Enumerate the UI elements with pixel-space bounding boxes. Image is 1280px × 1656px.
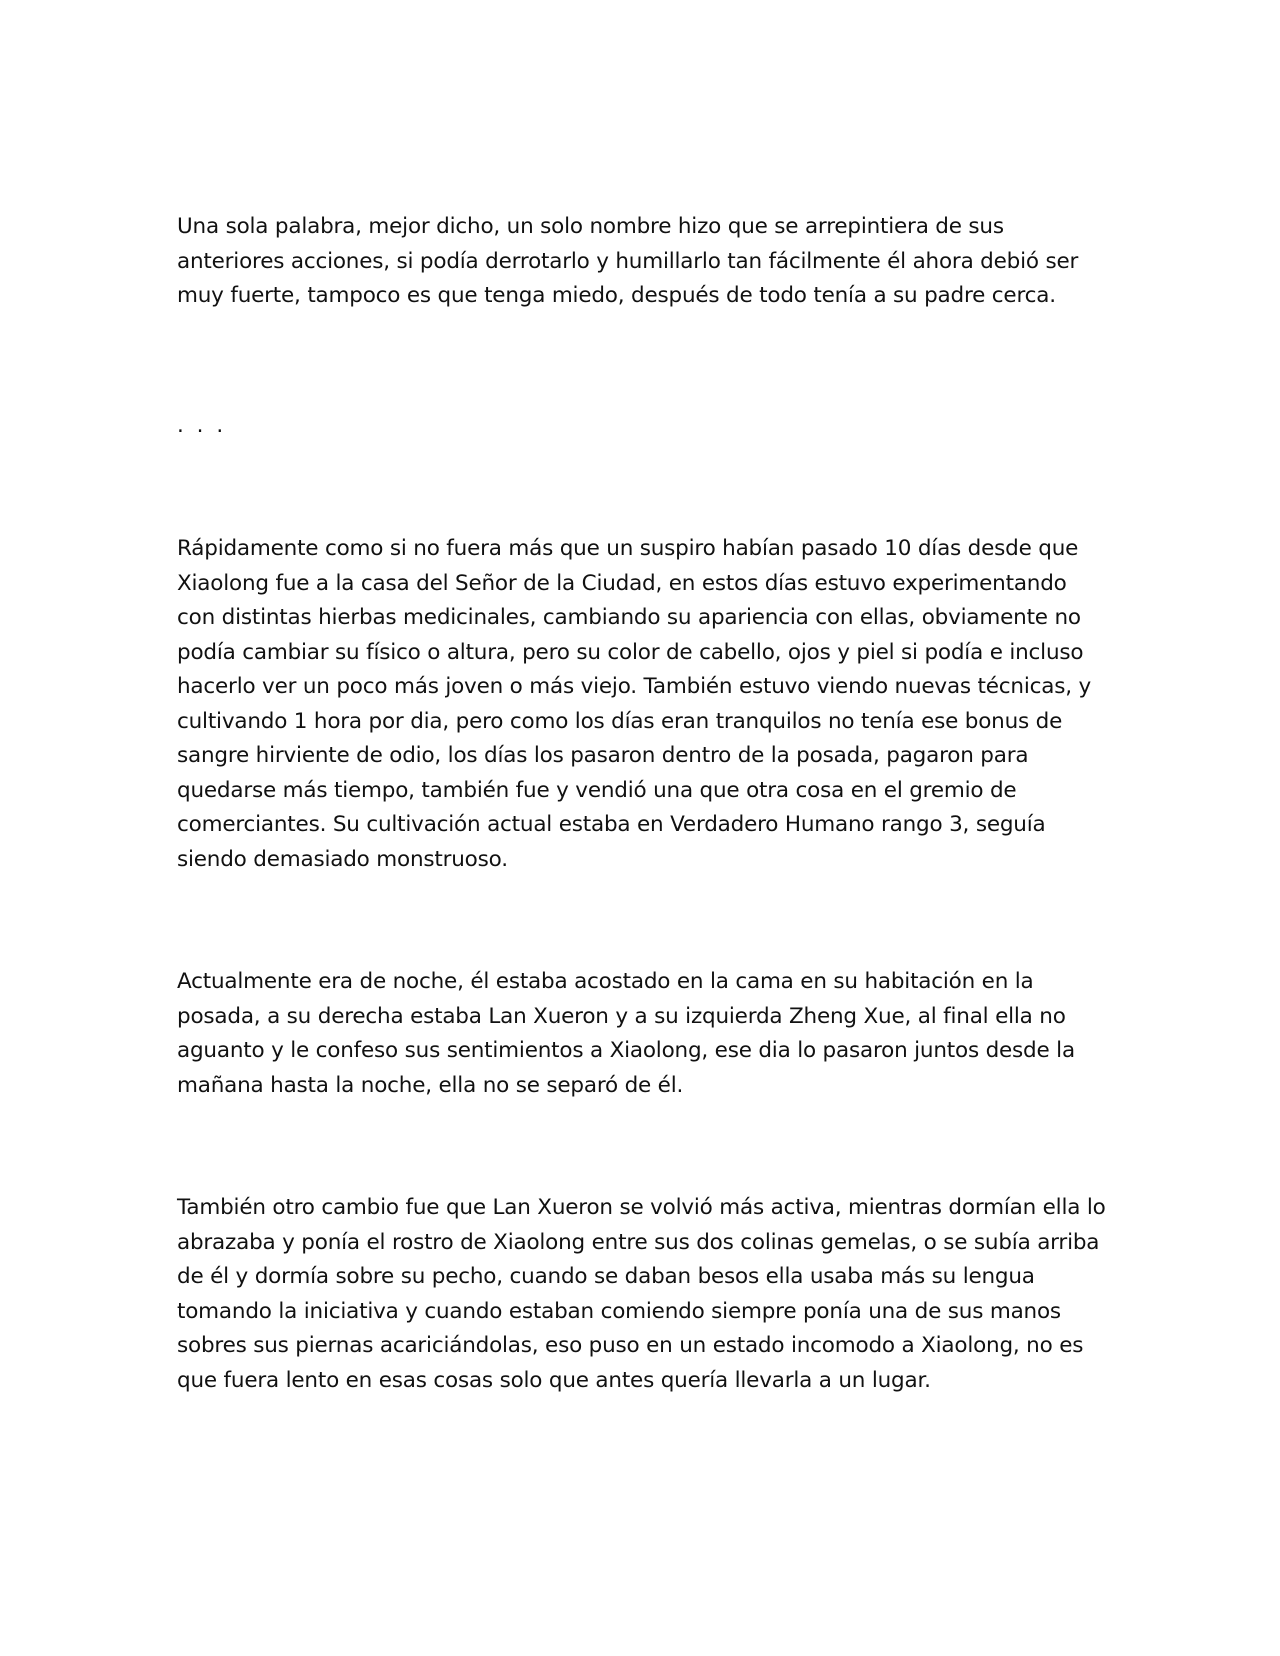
paragraph-line: Una sola palabra, mejor dicho, un solo nombre hizo que se arrepintiera de sus [177,214,1004,239]
scene-separator: . . . [177,413,227,438]
paragraph-line: Rápidamente como si no fuera más que un suspiro habían pasado 10 días desde que [177,536,1079,561]
paragraph-line: cultivando 1 hora por dia, pero como los días eran tranquilos no tenía ese bonus de [177,708,1063,734]
paragraph-line: que fuera lento en esas cosas solo que antes quería llevarla a un lugar. [177,1367,931,1393]
paragraph-line: tomando la iniciativa y cuando estaban comiendo siempre ponía una de sus manos [177,1298,1061,1324]
paragraph-line: de él y dormía sobre su pecho, cuando se daban besos ella usaba más su lengua [177,1264,1035,1289]
paragraph-line: hacerlo ver un poco más joven o más viejo. También estuvo viendo nuevas técnicas, y [177,674,1092,699]
paragraph-line: sobres sus piernas acariciándolas, eso puso en un estado incomodo a Xiaolong, no es [177,1333,1084,1358]
paragraph-line: posada, a su derecha estaba Lan Xueron y a su izquierda Zheng Xue, al final ella no [177,1003,1066,1029]
paragraph-2 [177,532,1117,877]
paragraph-line: abrazaba y ponía el rostro de Xiaolong entre sus dos colinas gemelas, o se subía arriba [177,1229,1100,1255]
paragraph-line: También otro cambio fue que Lan Xueron se volvió más activa, mientras dormían ella lo [177,1195,1106,1220]
paragraph-line: con distintas hierbas medicinales, cambiando su apariencia con ellas, obviamente no [177,605,1081,630]
paragraph-line: sangre hirviente de odio, los días los pasaron dentro de la posada, pagaron para [177,743,1029,768]
paragraph-line: muy fuerte, tampoco es que tenga miedo, después de todo tenía a su padre cerca. [177,283,1056,308]
paragraph-line: quedarse más tiempo, también fue y vendió una que otra cosa en el gremio de [177,777,1017,803]
paragraph-4 [177,1191,1117,1398]
paragraph-line: mañana hasta la noche, ella no se separó de él. [177,1072,684,1098]
paragraph-line: podía cambiar su físico o altura, pero su color de cabello, ojos y piel si podía e incluso [177,639,1084,665]
paragraph-3 [177,965,1117,1103]
paragraph-line: comerciantes. Su cultivación actual estaba en Verdadero Humano rango 3, seguía [177,812,1046,837]
paragraph-line: Actualmente era de noche, él estaba acostado en la cama en su habitación en la [177,969,1034,994]
paragraph-line: siendo demasiado monstruoso. [177,846,508,872]
paragraph-1 [177,210,1117,314]
paragraph-line: aguanto y le confeso sus sentimientos a Xiaolong, ese dia lo pasaron juntos desde la [177,1038,1075,1063]
paragraph-line: Xiaolong fue a la casa del Señor de la Ciudad, en estos días estuvo experimentando [177,570,1067,596]
paragraph-line: anteriores acciones, si podía derrotarlo y humillarlo tan fácilmente él ahora debió ser [177,248,1079,274]
